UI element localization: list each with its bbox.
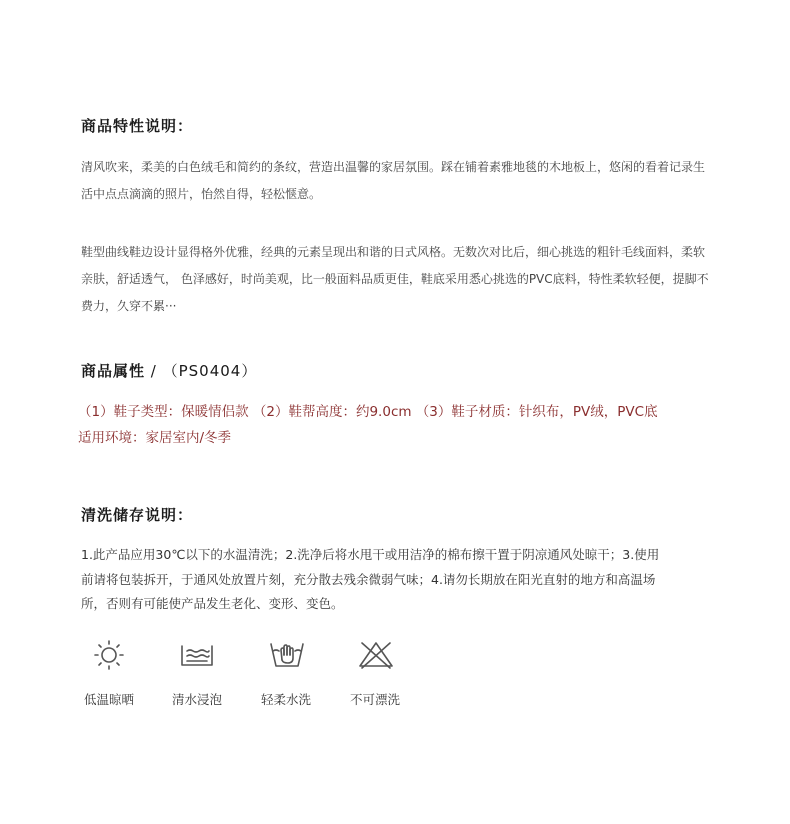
text-line: 亲肤，舒适透气， 色泽感好，时尚美观，比一般面料品质更佳，鞋底采用悉心挑选的PVC底料，特性柔软轻便，提脚不 <box>81 272 709 286</box>
icon-label: 低温晾晒 <box>84 692 135 707</box>
text-line: 所，否则有可能使产品发生老化、变形、变色。 <box>81 596 344 611</box>
features-heading: 商品特性说明： <box>81 117 194 135</box>
hand-wash-icon <box>267 639 307 671</box>
care-instructions <box>81 543 659 617</box>
attribute-line-1: （1）鞋子类型：保暖情侣款 （2）鞋帮高度：约9.0cm （3）鞋子材质：针织布，PV绒，PVC底 <box>78 404 658 420</box>
text-line: 活中点点滴滴的照片，怡然自得，轻松惬意。 <box>81 187 322 201</box>
text-line: 前请将包装拆开，于通风处放置片刻，充分散去残余微弱气味；4.请勿长期放在阳光直射的地方和高温场 <box>81 571 656 587</box>
icon-label: 轻柔水洗 <box>261 692 312 707</box>
text-line: 1.此产品应用30℃以下的水温清洗；2.洗净后将水甩干或用洁净的棉布擦干置于阴凉通风处晾干；3.使用 <box>81 547 660 562</box>
text-line: 鞋型曲线鞋边设计显得格外优雅，经典的元素呈现出和谐的日式风格。无数次对比后，细心挑选的粗针毛线面料，柔软 <box>81 245 706 259</box>
care-heading: 清洗储存说明： <box>81 506 194 524</box>
water-basin-icon <box>177 639 217 671</box>
text-line: 费力，久穿不累··· <box>81 299 177 313</box>
features-paragraph-2 <box>81 239 721 320</box>
features-paragraph-1 <box>81 154 721 208</box>
text-line: 清风吹来，柔美的白色绒毛和简约的条纹，营造出温馨的家居氛围。踩在铺着素雅地毯的木地板上，悠闲的看着记录生 <box>81 160 706 174</box>
icon-label: 不可漂洗 <box>350 692 401 707</box>
attribute-line-2: 适用环境：家居室内/冬季 <box>78 430 232 446</box>
sun-icon <box>89 639 129 671</box>
product-code: / （PS0404） <box>145 362 258 380</box>
icon-label: 清水浸泡 <box>172 692 223 707</box>
no-bleach-icon <box>356 639 396 671</box>
attributes-heading <box>81 360 257 381</box>
attributes-title: 商品属性 <box>81 362 146 380</box>
